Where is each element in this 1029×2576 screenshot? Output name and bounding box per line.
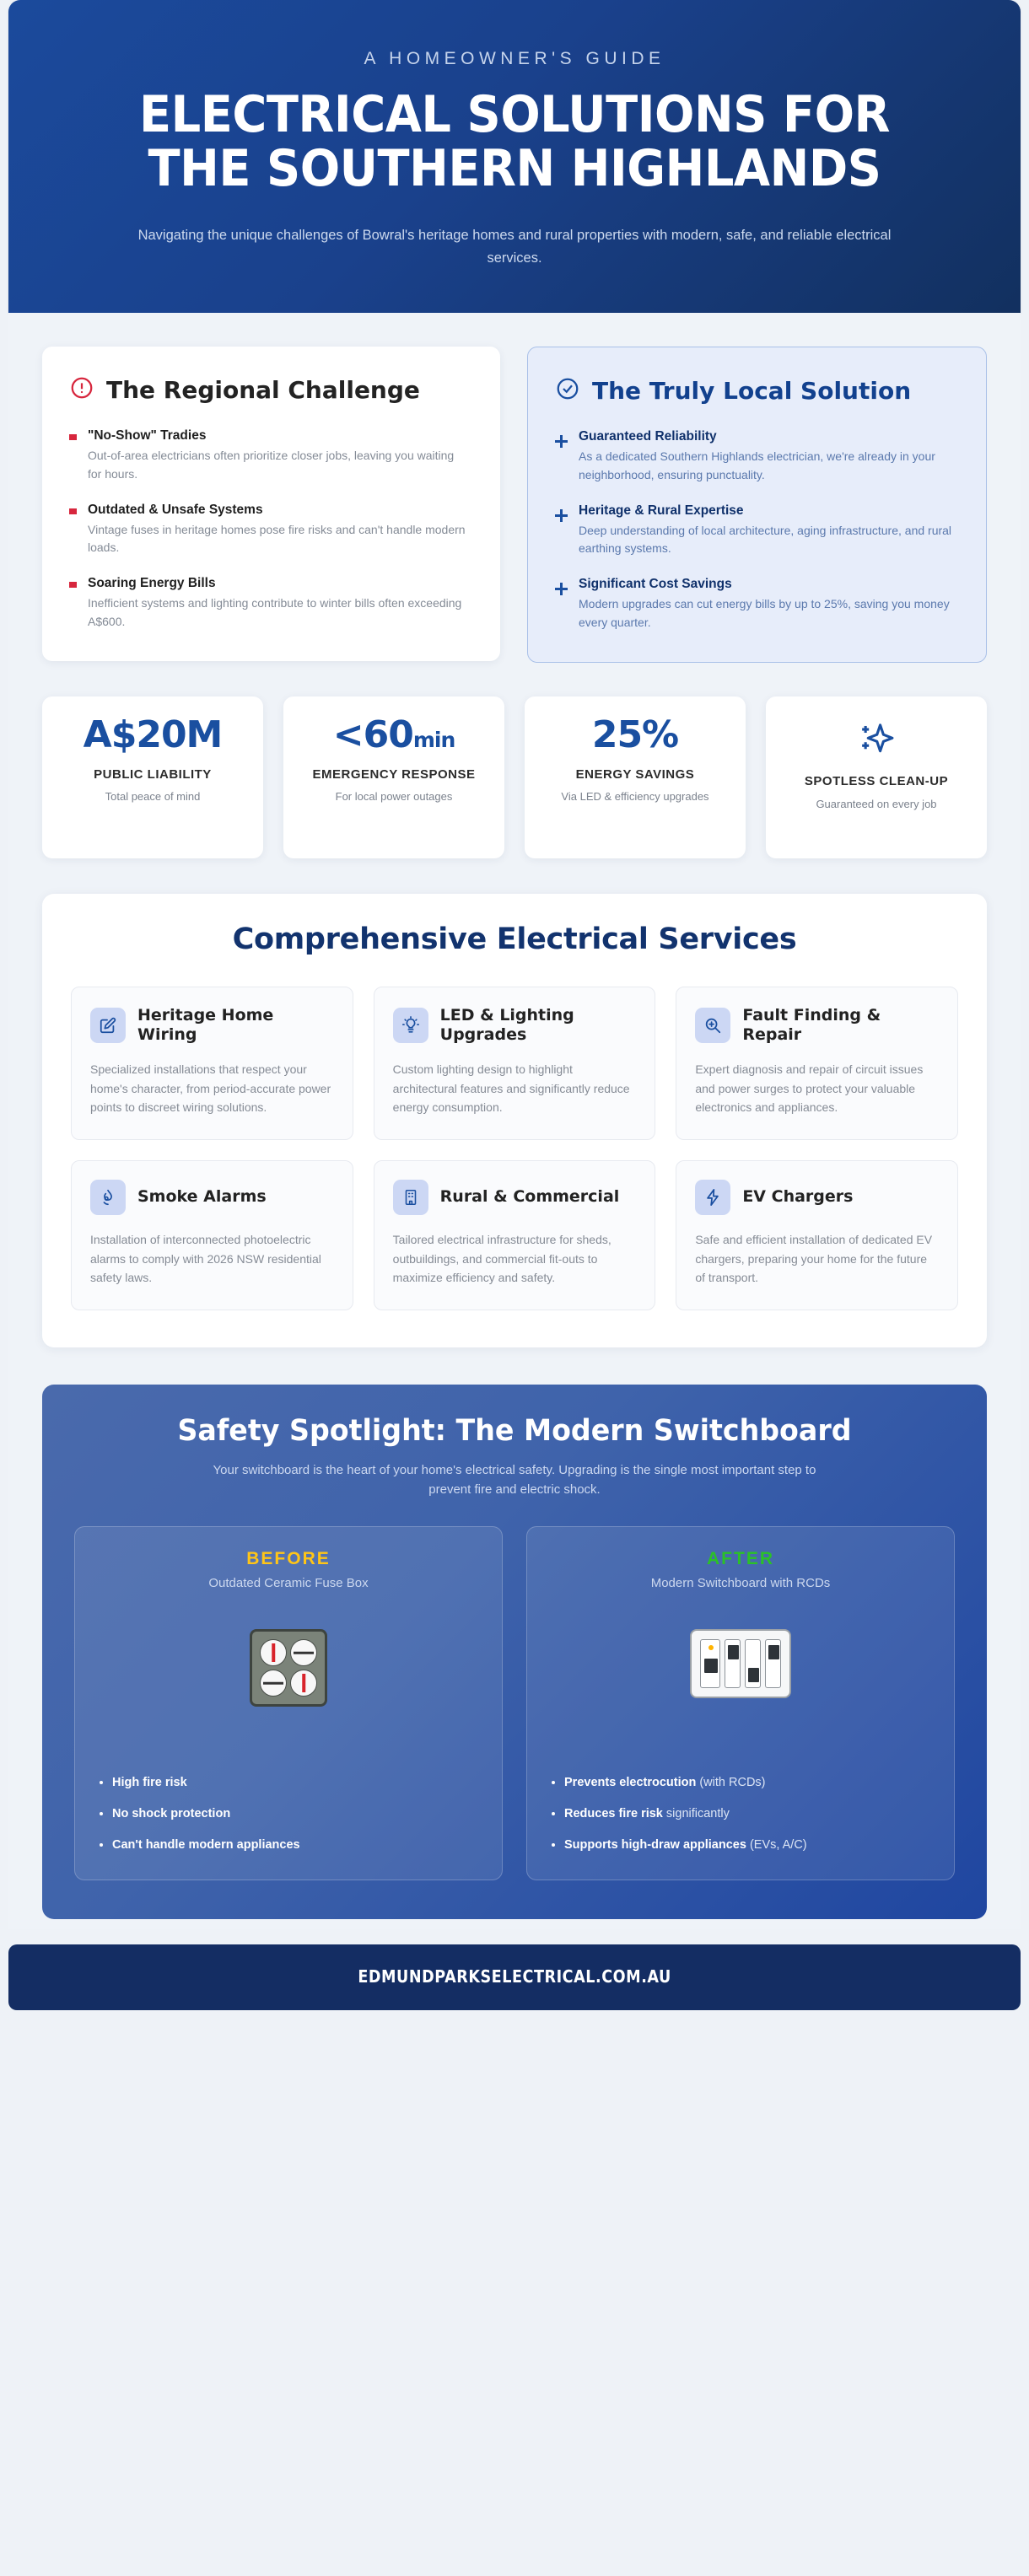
service-desc: Installation of interconnected photoelectric alarms to comply with 2026 NSW residential safety laws. [90, 1232, 321, 1285]
challenge-point [69, 576, 468, 631]
stats-row [42, 696, 987, 858]
challenge-point-title: Soaring Energy Bills [88, 575, 216, 590]
stat-sublabel: Via LED & efficiency upgrades [561, 789, 709, 803]
service-desc: Safe and efficient installation of dedicated EV chargers, preparing your home for the future of transport. [695, 1232, 933, 1285]
service-card-led-lighting-upgrades [374, 987, 656, 1140]
stat-unit: min [412, 728, 455, 753]
solution-point [555, 429, 954, 484]
after-bullets [549, 1774, 932, 1854]
stat-label: EMERGENCY RESPONSE [312, 766, 476, 782]
solution-point-title: Guaranteed Reliability [579, 429, 717, 444]
before-after-grid [74, 1526, 955, 1880]
after-bullet [564, 1805, 932, 1823]
solution-point-desc: Modern upgrades can cut energy bills by up to 25%, saving you money every quarter. [579, 596, 950, 629]
fuse-icon [260, 1670, 287, 1697]
challenge-point-desc: Inefficient systems and lighting contribute to winter bills often exceeding A$600. [88, 595, 462, 628]
breaker-icon [725, 1639, 741, 1688]
after-caption: Modern Switchboard with RCDs [650, 1576, 831, 1591]
flame-alarm-icon [90, 1180, 126, 1215]
stat-value: A$20M [83, 713, 223, 757]
plus-bullet-icon [555, 435, 568, 484]
stat-label: PUBLIC LIABILITY [94, 766, 212, 782]
alert-circle-icon [69, 375, 94, 405]
solution-point-title: Heritage & Rural Expertise [579, 503, 744, 518]
fuse-icon [290, 1670, 317, 1697]
bullet-bold: Prevents electrocution [564, 1776, 697, 1790]
bullet-bold: Can't handle modern appliances [112, 1838, 300, 1853]
footer-bar [8, 1944, 1021, 2010]
pencil-square-icon [90, 1008, 126, 1043]
stat-label: SPOTLESS CLEAN-UP [804, 774, 949, 789]
challenge-point-title: "No-Show" Tradies [88, 428, 207, 444]
solution-point-desc: Deep understanding of local architecture, aging infrastructure, and rural earthing systems. [579, 523, 952, 556]
services-section [42, 894, 987, 1347]
ceramic-fuse-box-illustration [97, 1629, 480, 1707]
after-bullet [564, 1837, 932, 1854]
dash-bullet-icon [69, 582, 77, 631]
breaker-icon [765, 1639, 781, 1688]
service-desc: Tailored electrical infrastructure for sheds, outbuildings, and commercial fit-outs to maximize efficiency and safety. [392, 1232, 611, 1285]
before-caption: Outdated Ceramic Fuse Box [208, 1576, 369, 1591]
page-title: ELECTRICAL SOLUTIONS FOR THE SOUTHERN HIGHLANDS [138, 85, 891, 199]
fuse-icon [260, 1639, 287, 1666]
bullet-bold: Supports high-draw appliances [564, 1838, 746, 1853]
service-card-fault-finding-repair [676, 987, 958, 1140]
bullet-light: significantly [662, 1807, 730, 1821]
stat-label: ENERGY SAVINGS [575, 766, 695, 782]
stat-card-spotless-cleanup [766, 696, 987, 858]
service-card-header [695, 1180, 939, 1215]
service-desc: Custom lighting design to highlight architectural features and significantly reduce energy consumption. [392, 1062, 630, 1115]
stat-card-energy-savings [525, 696, 746, 858]
bullet-light: (with RCDs) [696, 1776, 766, 1790]
solution-point [555, 503, 954, 558]
stat-sublabel: Guaranteed on every job [816, 797, 937, 810]
bolt-icon [695, 1180, 730, 1215]
building-icon [393, 1180, 428, 1215]
challenge-point-title: Outdated & Unsafe Systems [88, 502, 263, 517]
service-card-header [90, 1006, 334, 1045]
local-solution-header [555, 376, 954, 406]
service-card-header [90, 1180, 334, 1215]
service-card-ev-chargers [676, 1160, 958, 1310]
spotlight-title: Safety Spotlight: The Modern Switchboard [177, 1413, 852, 1448]
check-circle-icon [555, 376, 580, 406]
before-panel [74, 1526, 503, 1880]
service-card-header [393, 1180, 637, 1215]
lightbulb-icon [393, 1008, 428, 1043]
service-title: Rural & Commercial [439, 1187, 620, 1207]
service-title: Fault Finding & Repair [742, 1006, 881, 1045]
stat-sublabel: For local power outages [335, 789, 453, 803]
service-card-header [695, 1006, 939, 1045]
bullet-bold: Reduces fire risk [564, 1807, 663, 1821]
regional-challenge-header [69, 375, 468, 405]
spotlight-subtitle: Your switchboard is the heart of your home's electrical safety. Upgrading is the single most important step to prevent fire and electric shock. [213, 1462, 816, 1498]
breaker-icon [745, 1639, 761, 1688]
before-bullets [97, 1774, 480, 1854]
before-bullet [112, 1837, 480, 1854]
main-breaker-icon [700, 1639, 720, 1688]
stat-card-emergency-response [283, 696, 504, 858]
website-url[interactable]: EDMUNDPARKSELECTRICAL.COM.AU [358, 1966, 671, 1987]
stat-number: <60 [332, 713, 413, 757]
service-card-header [393, 1006, 637, 1045]
after-panel [526, 1526, 955, 1880]
before-bullet [112, 1805, 480, 1823]
challenge-point [69, 503, 468, 557]
local-solution-card [527, 347, 987, 663]
sparkles-icon [858, 720, 895, 761]
stat-card-public-liability [42, 696, 263, 858]
hero-eyebrow: A HOMEOWNER'S GUIDE [364, 49, 665, 68]
after-bullet [564, 1774, 932, 1792]
challenge-point-desc: Out-of-area electricians often prioritize closer jobs, leaving you waiting for hours. [88, 449, 455, 481]
services-grid [71, 987, 958, 1310]
stat-sublabel: Total peace of mind [105, 789, 201, 803]
stat-value: 25% [591, 713, 679, 757]
bullet-bold: No shock protection [112, 1807, 231, 1821]
service-title: LED & Lighting Upgrades [439, 1006, 574, 1045]
regional-challenge-card [42, 347, 500, 661]
service-card-rural-commercial [374, 1160, 656, 1310]
hero-subtitle: Navigating the unique challenges of Bowral's heritage homes and rural properties with modern, safe, and reliable electrical services. [137, 228, 892, 266]
bullet-light: (EVs, A/C) [746, 1838, 807, 1853]
regional-challenge-title: The Regional Challenge [106, 376, 420, 405]
section-spacer [42, 1919, 987, 1929]
after-label: AFTER [707, 1549, 774, 1569]
problem-solution-row [42, 347, 987, 663]
plus-bullet-icon [555, 509, 568, 558]
before-bullet [112, 1774, 480, 1792]
solution-point-title: Significant Cost Savings [579, 576, 732, 591]
bullet-bold: High fire risk [112, 1776, 187, 1790]
body-area [8, 313, 1021, 1929]
solution-point-desc: As a dedicated Southern Highlands electrician, we're already in your neighborhood, ensuring punctuality. [579, 449, 935, 481]
service-card-heritage-home-wiring [71, 987, 353, 1140]
services-title: Comprehensive Electrical Services [232, 922, 797, 957]
service-title: EV Chargers [742, 1187, 854, 1207]
challenge-point [69, 428, 468, 483]
modern-switchboard-illustration [549, 1629, 932, 1698]
safety-spotlight-section [42, 1385, 987, 1920]
before-label: BEFORE [246, 1549, 331, 1569]
solution-point [555, 577, 954, 632]
service-card-smoke-alarms [71, 1160, 353, 1310]
stat-value [333, 715, 455, 756]
challenge-point-desc: Vintage fuses in heritage homes pose fire risks and can't handle modern loads. [88, 522, 466, 555]
service-title: Heritage Home Wiring [137, 1006, 274, 1045]
service-title: Smoke Alarms [137, 1187, 267, 1207]
service-desc: Expert diagnosis and repair of circuit issues and power surges to protect your valuable electronics and appliances. [695, 1062, 924, 1115]
magnifier-plus-icon [695, 1008, 730, 1043]
local-solution-title: The Truly Local Solution [592, 377, 912, 406]
dash-bullet-icon [69, 434, 77, 483]
fuse-icon [290, 1639, 317, 1666]
plus-bullet-icon [555, 583, 568, 632]
service-desc: Specialized installations that respect your home's character, from period-accurate power points to discreet wiring solutions. [90, 1062, 331, 1115]
hero-section [8, 0, 1021, 313]
dash-bullet-icon [69, 508, 77, 557]
